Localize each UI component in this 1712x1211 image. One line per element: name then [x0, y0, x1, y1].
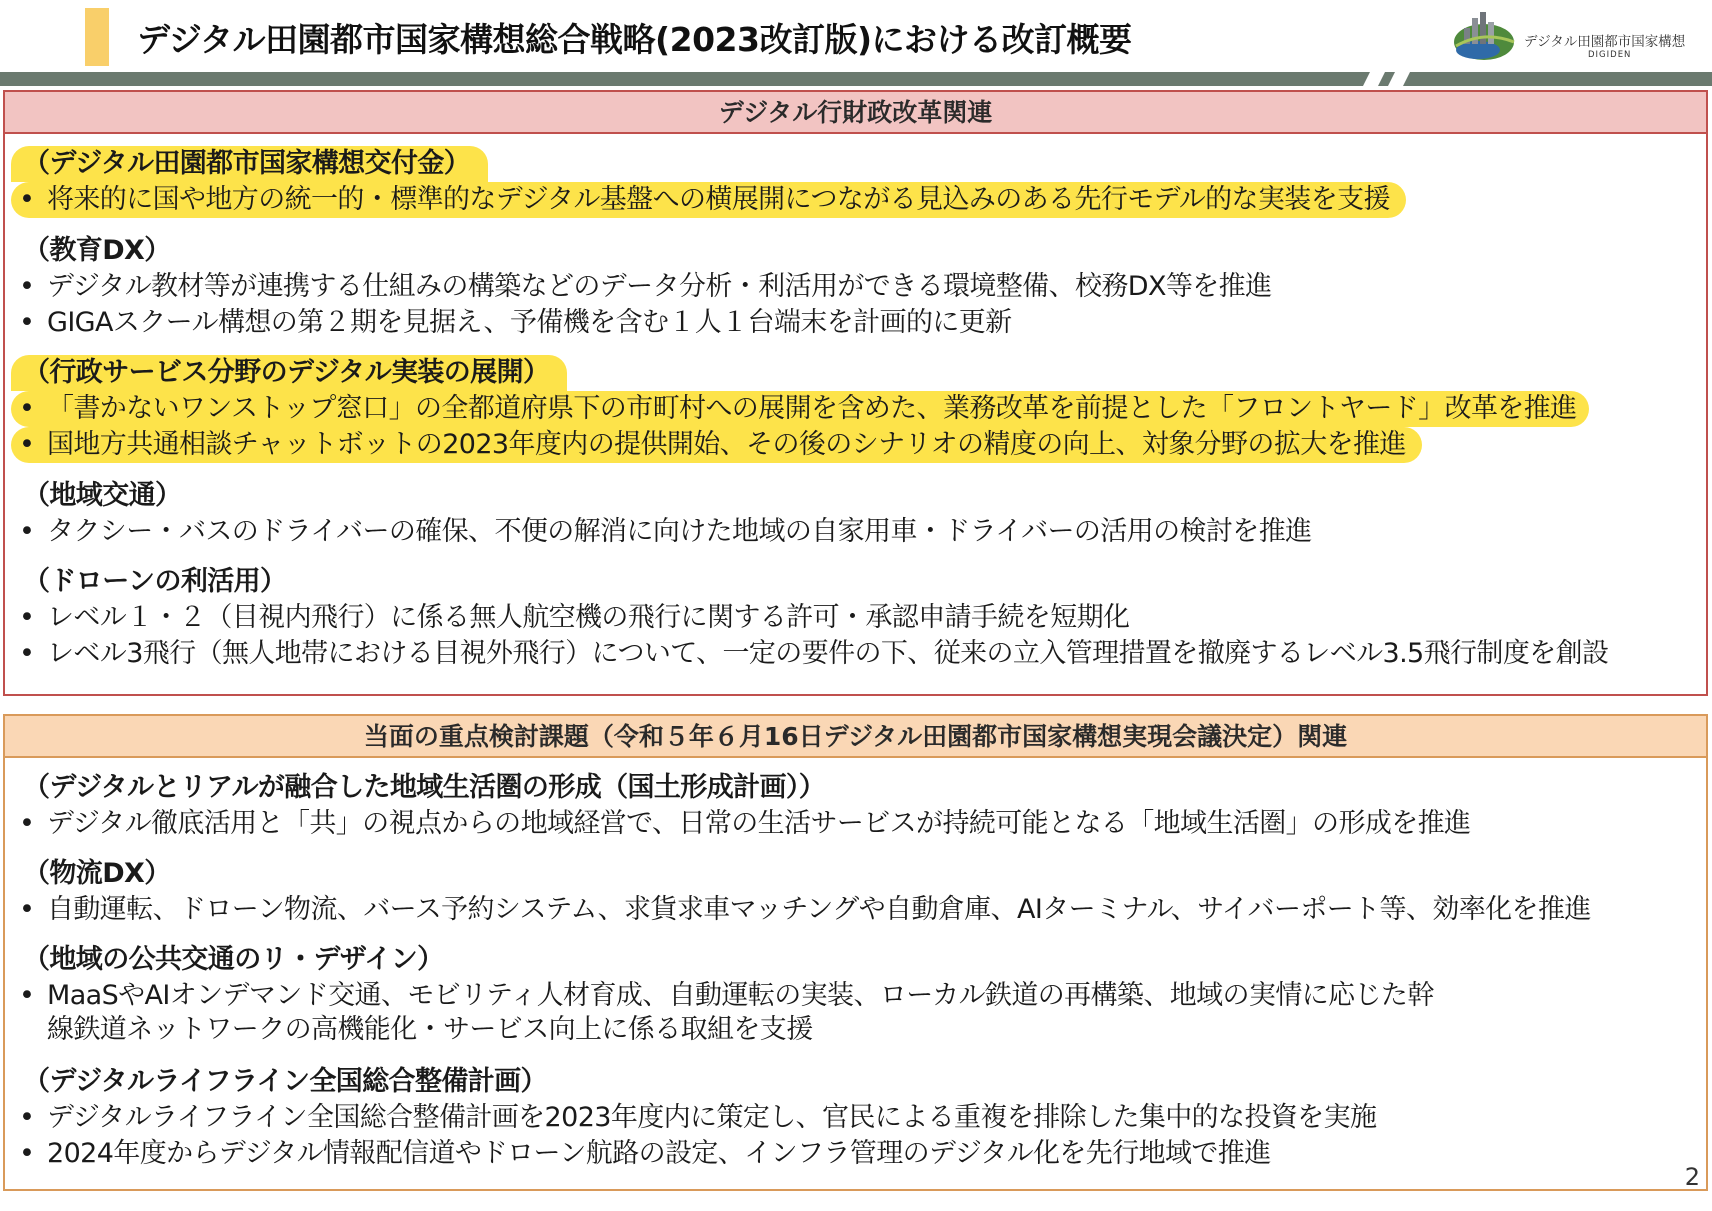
slide-header [0, 0, 1712, 72]
digiden-logo [1452, 10, 1702, 66]
logo-subtext: DIGIDEN [1588, 50, 1632, 60]
section-title: （物流DX） [23, 858, 171, 889]
panel-digital-admin-reform [3, 90, 1708, 696]
bullet-item: • レベル3飛行（無人地帯における目視外飛行）について、一定の要件の下、従来の立入管理措置を撤廃するレベル3.5飛行制度を創設 [11, 636, 1608, 672]
bullet-item: • 2024年度からデジタル情報配信道やドローン航路の設定、インフラ管理のデジタル化を先行地域で推進 [11, 1136, 1271, 1172]
page-number: 2 [1684, 1163, 1700, 1191]
section-title: （デジタルライフライン全国総合整備計画） [23, 1066, 547, 1097]
bullet-item: • 「書かないワンストップ窓口」の全都道府県下の市町村への展開を含めた、業務改革を前提とした「フロントヤード」改革を推進 [11, 391, 1589, 427]
section-title: （地域交通） [23, 480, 182, 511]
panel-heading: デジタル行財政改革関連 [5, 92, 1706, 134]
bullet-item: • レベル１・２（目視内飛行）に係る無人航空機の飛行に関する許可・承認申請手続を短期化 [11, 600, 1129, 636]
bullet-item: • デジタル徹底活用と「共」の視点からの地域経営で、日常の生活サービスが持続可能となる「地域生活圏」の形成を推進 [11, 806, 1470, 842]
section-title: （デジタル田園都市国家構想交付金） [11, 146, 488, 182]
section-title: （ドローンの利活用） [23, 566, 287, 597]
bullet-item: • 国地方共通相談チャットボットの2023年度内の提供開始、その後のシナリオの精度の向上、対象分野の拡大を推進 [11, 427, 1422, 463]
section-title: （デジタルとリアルが融合した地域生活圏の形成（国土形成計画）） [23, 772, 826, 803]
logo-wordmark: デジタル田園都市国家構想 [1524, 34, 1686, 50]
panel-heading: 当面の重点検討課題（令和５年６月16日デジタル田園都市国家構想実現会議決定）関連 [5, 716, 1706, 758]
header-divider [0, 72, 1712, 86]
bullet-item: • 将来的に国や地方の統一的・標準的なデジタル基盤への横展開につながる見込みのある先行モデル的な実装を支援 [11, 182, 1406, 218]
bullet-item-continuation: 線鉄道ネットワークの高機能化・サービス向上に係る取組を支援 [47, 1014, 813, 1045]
city-emblem-icon [1452, 10, 1518, 64]
section-title: （教育DX） [23, 235, 171, 266]
panel-priority-issues [3, 714, 1708, 1191]
section-title: （行政サービス分野のデジタル実装の展開） [11, 355, 567, 391]
bullet-item: • MaaSやAIオンデマンド交通、モビリティ人材育成、自動運転の実装、ローカル鉄道の再構築、地域の実情に応じた幹 [11, 978, 1434, 1014]
page-title: デジタル田園都市国家構想総合戦略(2023改訂版)における改訂概要 [137, 20, 1132, 59]
section-title: （地域の公共交通のリ・デザイン） [23, 944, 444, 975]
bullet-item: • GIGAスクール構想の第２期を見据え、予備機を含む１人１台端末を計画的に更新 [11, 305, 1012, 341]
title-accent-bar [85, 8, 109, 66]
bullet-item: • デジタルライフライン全国総合整備計画を2023年度内に策定し、官民による重複を排除した集中的な投資を実施 [11, 1100, 1376, 1136]
bullet-item: • 自動運転、ドローン物流、バース予約システム、求貨求車マッチングや自動倉庫、AIターミナル、サイバーポート等、効率化を推進 [11, 892, 1591, 928]
bullet-item: • デジタル教材等が連携する仕組みの構築などのデータ分析・利活用ができる環境整備、校務DX等を推進 [11, 269, 1271, 305]
bullet-item: • タクシー・バスのドライバーの確保、不便の解消に向けた地域の自家用車・ドライバーの活用の検討を推進 [11, 514, 1312, 550]
